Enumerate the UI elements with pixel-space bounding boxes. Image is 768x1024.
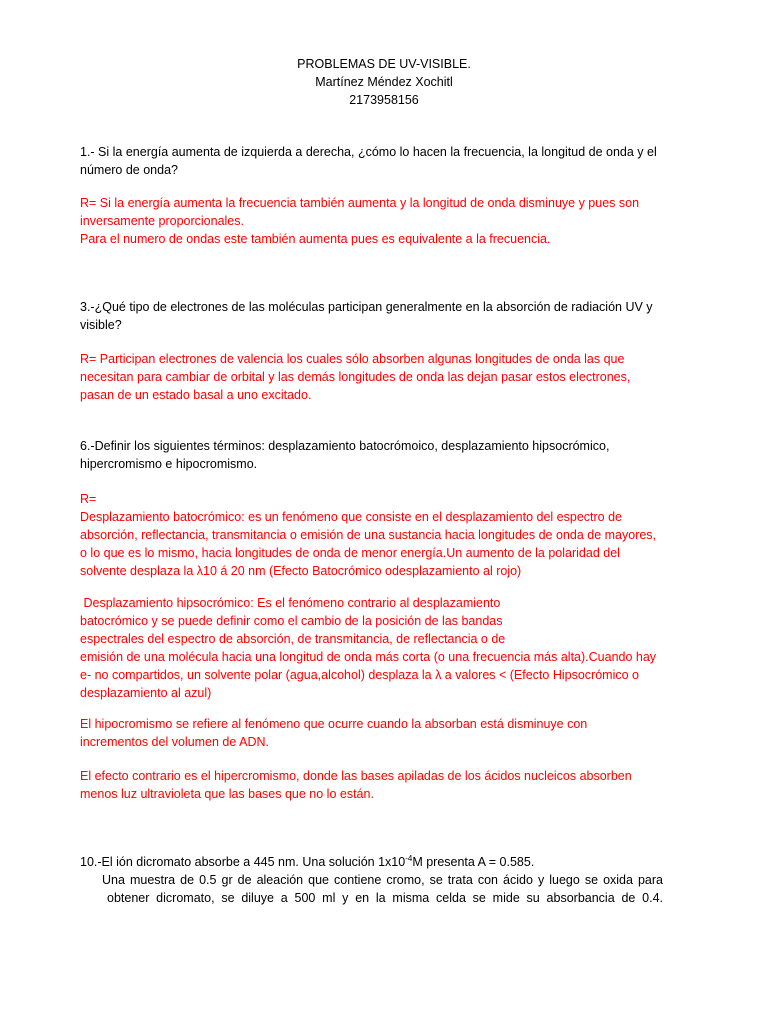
answer-3-line: necesitan para cambiar de orbital y las demás longitudes de onda las dejan pasar estos electrones, <box>80 370 631 384</box>
hypochromism-paragraph <box>80 715 665 751</box>
question-10-body <box>102 871 663 889</box>
question-6-line: hipercromismo e hipocromismo. <box>80 457 258 471</box>
answer-6 <box>80 490 665 580</box>
question-6 <box>80 437 665 473</box>
hypochromism-line: incrementos del volumen de ADN. <box>80 735 269 749</box>
question-3-line: visible? <box>80 318 122 332</box>
question-10-body-line: Una muestra de 0.5 gr de aleación que contiene cromo, se trata con ácido y luego se oxida para <box>102 873 663 887</box>
document-header <box>0 55 768 109</box>
question-10 <box>80 853 665 871</box>
bathochromic-line: o lo que es lo mismo, hacia longitudes de onda de menor energía.Un aumento de la polaridad del <box>80 546 620 560</box>
question-3 <box>80 298 665 334</box>
answer-1-line: R= Si la energía aumenta la frecuencia también aumenta y la longitud de onda disminuye y pues son <box>80 196 640 210</box>
question-10-line <box>80 853 665 871</box>
author-name: Martínez Méndez Xochitl <box>315 75 453 89</box>
hyperchromism-line: El efecto contrario es el hipercromismo, donde las bases apiladas de los ácidos nucleicos absorben <box>80 769 632 783</box>
hypochromism-line: El hipocromismo se refiere al fenómeno que ocurre cuando la absorban está disminuye con <box>80 717 588 731</box>
hypsochromic-line: e- no compartidos, un solvente polar (agua,alcohol) desplaza la λ a valores < (Efecto Hipsocrómico o <box>80 668 639 682</box>
hyperchromism-line: menos luz ultravioleta que las bases que no lo están. <box>80 787 374 801</box>
bathochromic-line: Desplazamiento batocrómico: es un fenómeno que consiste en el desplazamiento del espectro de <box>80 510 622 524</box>
answer-1-line: inversamente proporcionales. <box>80 214 244 228</box>
hypsochromic-line: desplazamiento al azul) <box>80 686 212 700</box>
hypsochromic-line: Desplazamiento hipsocrómico: Es el fenómeno contrario al desplazamiento <box>80 596 501 610</box>
bathochromic-line: solvente desplaza la λ10 á 20 nm (Efecto Batocrómico odesplazamiento al rojo) <box>80 564 522 578</box>
hyperchromism-paragraph <box>80 767 665 803</box>
question-10-text: M presenta A = 0.585. <box>412 855 535 869</box>
student-id: 2173958156 <box>349 93 419 107</box>
question-1 <box>80 143 665 179</box>
answer-3 <box>80 350 665 404</box>
exponent: -4 <box>405 853 413 863</box>
question-3-line: 3.-¿Qué tipo de electrones de las moléculas participan generalmente en la absorción de radiación UV y <box>80 300 653 314</box>
hypsochromic-paragraph <box>80 594 665 702</box>
question-10-body-line: obtener dicromato, se diluye a 500 ml y en la misma celda se mide su absorbancia de 0.4. <box>107 891 663 905</box>
bathochromic-line: absorción, reflectancia, transmitancia o emisión de una sustancia hacia longitudes de onda de mayores, <box>80 528 657 542</box>
question-10-body-2 <box>107 889 663 907</box>
question-1-line: número de onda? <box>80 163 178 177</box>
question-1-line: 1.- Si la energía aumenta de izquierda a derecha, ¿cómo lo hacen la frecuencia, la longitud de onda y el <box>80 145 657 159</box>
answer-1 <box>80 194 665 248</box>
hypsochromic-line: batocrómico y se puede definir como el cambio de la posición de las bandas <box>80 614 503 628</box>
answer-1-line: Para el numero de ondas este también aumenta pues es equivalente a la frecuencia. <box>80 232 551 246</box>
document-title: PROBLEMAS DE UV-VISIBLE. <box>297 57 471 71</box>
hypsochromic-line: espectrales del espectro de absorción, de transmitancia, de reflectancia o de <box>80 632 506 646</box>
answer-6-r: R= <box>80 492 97 506</box>
answer-3-line: R= Participan electrones de valencia los cuales sólo absorben algunas longitudes de onda las que <box>80 352 625 366</box>
hypsochromic-line: emisión de una molécula hacia una longitud de onda más corta (o una frecuencia más alta).Cuando hay <box>80 650 657 664</box>
answer-3-line: pasan de un estado basal a uno excitado. <box>80 388 312 402</box>
question-10-text: 10.-El ión dicromato absorbe a 445 nm. Una solución 1x10 <box>80 855 406 869</box>
question-6-line: 6.-Definir los siguientes términos: desplazamiento batocrómoico, desplazamiento hipsocrómico, <box>80 439 610 453</box>
